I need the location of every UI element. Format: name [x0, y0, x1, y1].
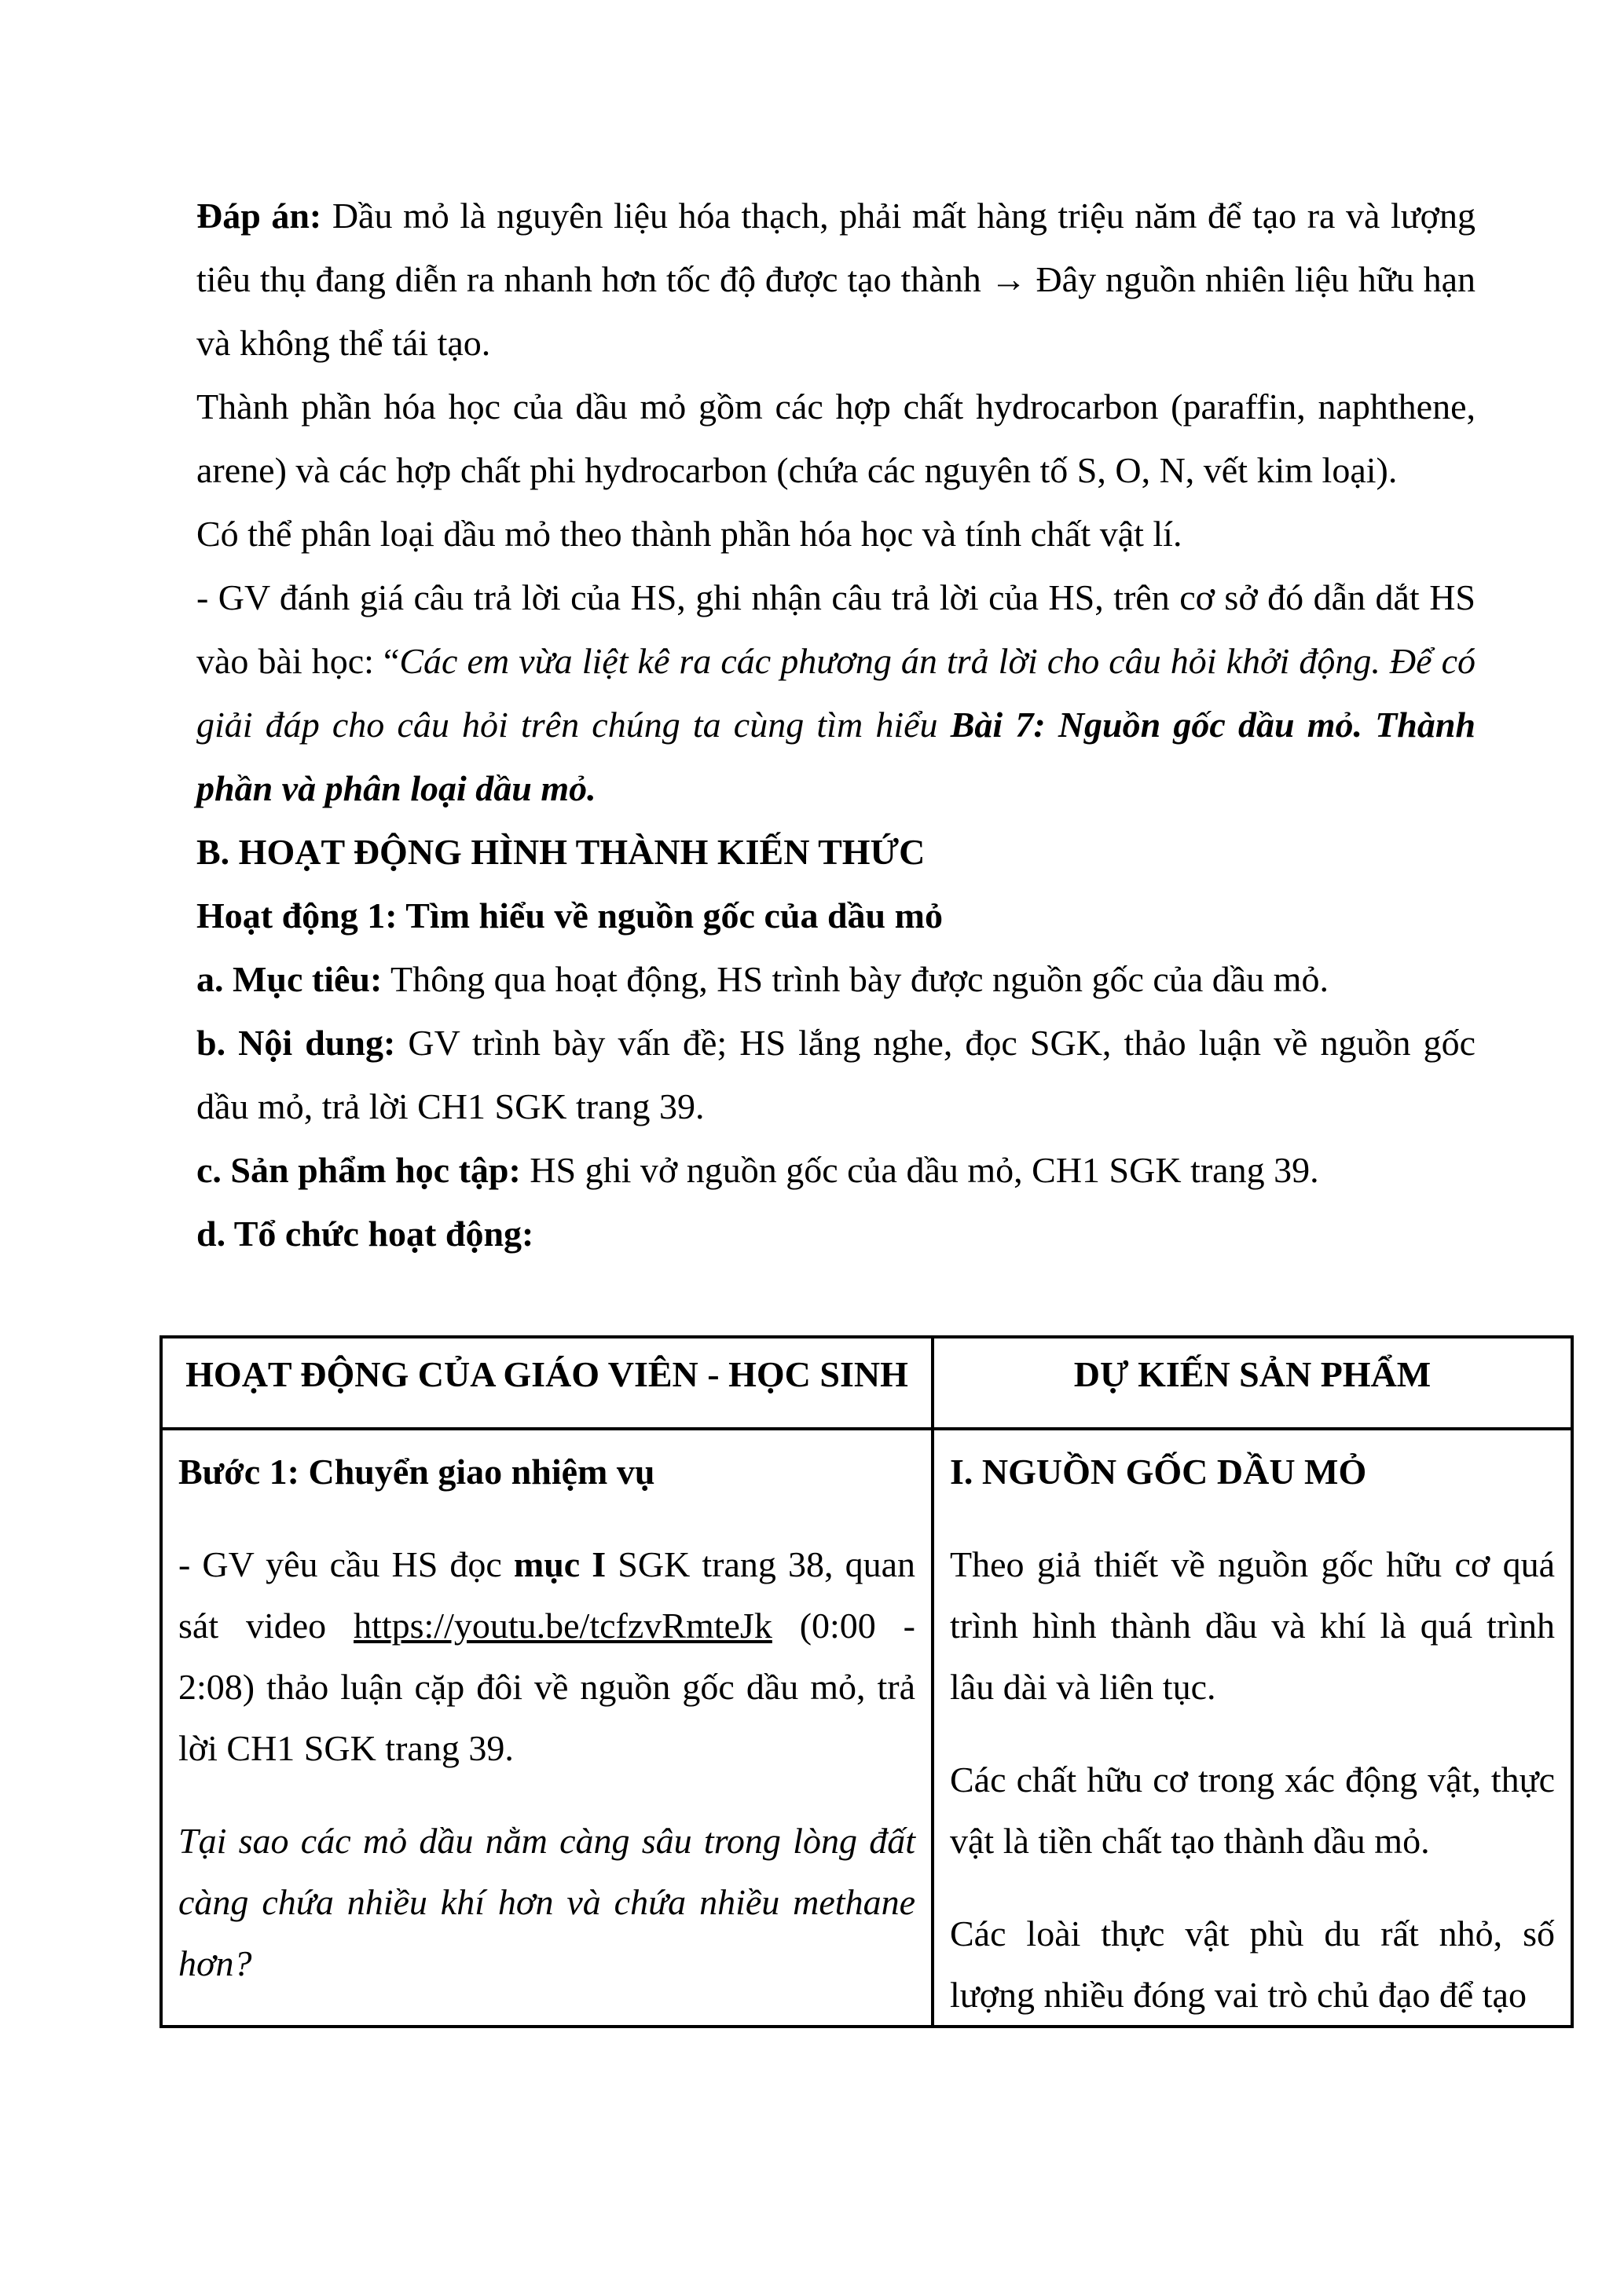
step-1-title: [178, 1441, 915, 1503]
question-paragraph: Tại sao các mỏ dầu nằm càng sâu trong lòng đất càng chứa nhiều khí hơn và chứa nhiều methane hơn?: [178, 1821, 915, 1983]
teacher-quote-italic: Các em vừa liệt kê ra các phương án trả lời cho câu hỏi khởi động. Để có giải đáp cho câu hỏi trên chúng ta cùng tìm hiểu: [196, 641, 1476, 745]
organization-paragraph: [196, 1202, 1476, 1265]
answer-label: Đáp án:: [196, 196, 322, 236]
organization-label: d. Tổ chức hoạt động:: [196, 1214, 534, 1254]
step-1-title-text: Bước 1: Chuyển giao nhiệm vụ: [178, 1452, 655, 1492]
content-paragraph: [196, 1011, 1476, 1138]
composition-paragraph: [196, 375, 1476, 502]
teacher-evaluation-paragraph: [196, 566, 1476, 820]
product-paragraph: [196, 1138, 1476, 1202]
origin-paragraph-3: Các loài thực vật phù du rất nhỏ, số lượng nhiều đóng vai trò chủ đạo để tạo: [950, 1913, 1555, 2015]
activity-1-heading: [196, 884, 1476, 947]
objective-label: a. Mục tiêu:: [196, 959, 383, 999]
teacher-evaluation-lead: - GV đánh giá câu trả lời của HS, ghi nhận câu trả lời của HS, trên cơ sở đó dẫn dắt HS vào bài học: “: [196, 577, 1476, 681]
main-text-block: [196, 184, 1476, 1265]
table-body-row: [163, 1430, 1571, 2025]
section-b-heading-text: B. HOẠT ĐỘNG HÌNH THÀNH KIẾN THỨC: [196, 832, 926, 872]
content-label: b. Nội dung:: [196, 1023, 396, 1063]
product-text: HS ghi vở nguồn gốc của dầu mỏ, CH1 SGK trang 39.: [520, 1150, 1319, 1190]
origin-paragraph-2: Các chất hữu cơ trong xác động vật, thực vật là tiền chất tạo thành dầu mỏ.: [950, 1760, 1555, 1861]
task-tail: (0:00 - 2:08) thảo luận cặp đôi về nguồn gốc dầu mỏ, trả lời CH1 SGK trang 39.: [178, 1606, 915, 1768]
task-paragraph: [178, 1534, 915, 1779]
teacher-student-cell: [163, 1430, 934, 2025]
activity-table: [159, 1335, 1574, 2028]
section-i-title: [950, 1441, 1555, 1503]
table-header-teacher-student: HOẠT ĐỘNG CỦA GIÁO VIÊN - HỌC SINH: [163, 1338, 934, 1427]
lesson-title-bold-italic: Bài 7: Nguồn gốc dầu mỏ. Thành phần và phân loại dầu mỏ.: [196, 705, 1476, 808]
table-header-expected-product: DỰ KIẾN SẢN PHẨM: [1073, 1354, 1432, 1394]
video-link[interactable]: https://youtu.be/tcfzvRmteJk: [354, 1606, 772, 1646]
task-muc-i-bold: mục I: [513, 1544, 607, 1584]
product-label: c. Sản phẩm học tập:: [196, 1150, 521, 1190]
section-b-heading: [196, 820, 1476, 884]
activity-1-heading-text: Hoạt động 1: Tìm hiểu về nguồn gốc của dầu mỏ: [196, 895, 943, 936]
expected-product-cell: [934, 1430, 1571, 2025]
task-lead: - GV yêu cầu HS đọc: [178, 1544, 514, 1584]
classification-text: Có thể phân loại dầu mỏ theo thành phần hóa học và tính chất vật lí.: [196, 514, 1182, 554]
objective-paragraph: [196, 947, 1476, 1011]
classification-paragraph: [196, 502, 1476, 566]
answer-paragraph: [196, 184, 1476, 375]
composition-text: Thành phần hóa học của dầu mỏ gồm các hợp chất hydrocarbon (paraffin, naphthene, arene) và các hợp chất phi hydrocarbon (chứa các nguyên tố S, O, N, vết kim loại).: [196, 386, 1476, 490]
origin-paragraph-1: Theo giả thiết về nguồn gốc hữu cơ quá trình hình thành dầu và khí là quá trình lâu dài và liên tục.: [950, 1544, 1555, 1707]
table-header-row: [163, 1338, 1571, 1430]
objective-text: Thông qua hoạt động, HS trình bày được nguồn gốc của dầu mỏ.: [382, 959, 1329, 999]
section-i-title-text: I. NGUỒN GỐC DẦU MỎ: [950, 1452, 1367, 1492]
content-text: GV trình bày vấn đề; HS lắng nghe, đọc SGK, thảo luận về nguồn gốc dầu mỏ, trả lời CH1 SGK trang 39.: [196, 1023, 1476, 1126]
task-mid: SGK trang 38, quan sát video: [178, 1544, 915, 1646]
answer-text: Dầu mỏ là nguyên liệu hóa thạch, phải mất hàng triệu năm để tạo ra và lượng tiêu thụ đang diễn ra nhanh hơn tốc độ được tạo thành → Đây nguồn nhiên liệu hữu hạn và không thể tái tạo.: [196, 196, 1476, 363]
